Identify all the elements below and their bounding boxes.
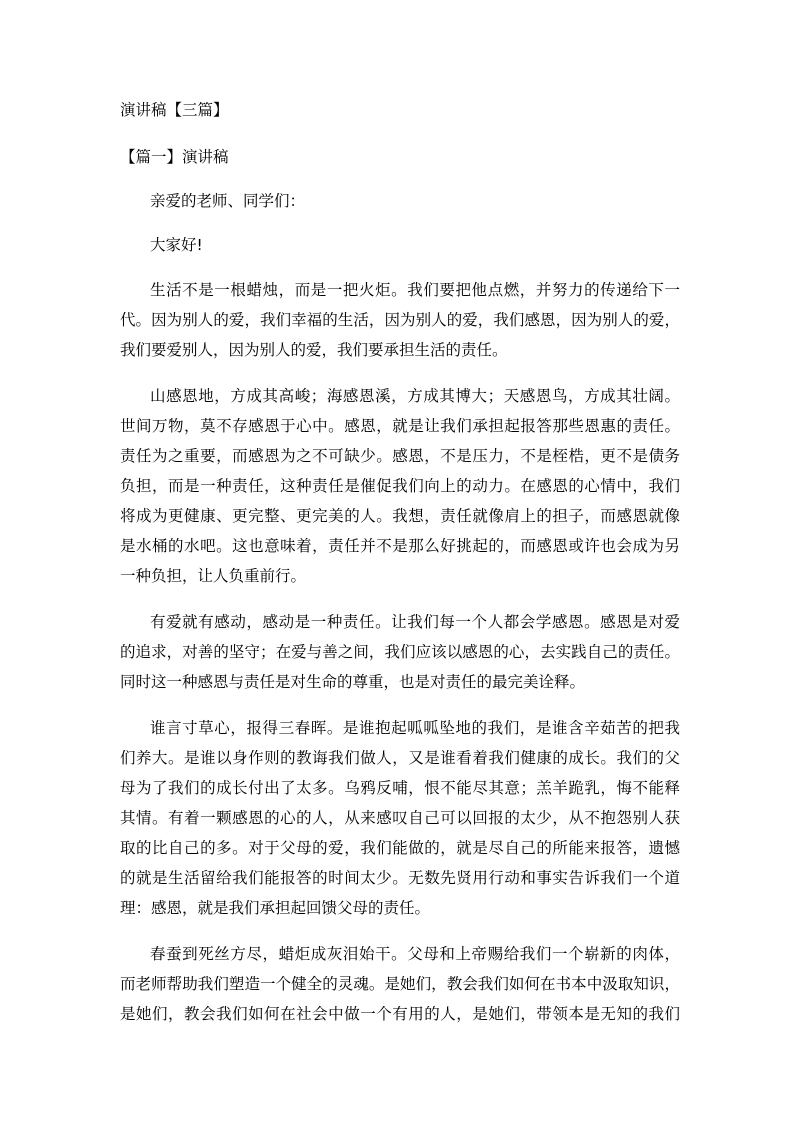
paragraph-line: 们养大。是谁以身作则的教诲我们做人，又是谁看着我们健康的成长。我们的父 xyxy=(120,749,680,767)
paragraph-line: 是她们，教会我们如何在社会中做一个有用的人，是她们，带领本是无知的我们 xyxy=(120,1005,680,1023)
document-title: 演讲稿【三篇】 xyxy=(120,101,229,119)
paragraph-1 xyxy=(120,275,680,365)
paragraph-line: 是水桶的水吧。这也意味着，责任并不是那么好挑起的，而感恩或许也会成为另 xyxy=(120,537,680,555)
paragraph-line: 谁言寸草心，报得三春晖。是谁抱起呱呱坠地的我们，是谁含辛茹苦的把我 xyxy=(150,719,680,737)
paragraph-2 xyxy=(120,381,680,591)
greeting: 大家好! xyxy=(150,236,203,254)
paragraph-4 xyxy=(120,713,680,923)
paragraph-line: 生活不是一根蜡烛，而是一把火炬。我们要把他点燃，并努力的传递给下一 xyxy=(150,281,680,299)
paragraph-line: 取的比自己的多。对于父母的爱，我们能做的，就是尽自己的所能来报答，遗憾 xyxy=(120,839,680,857)
paragraph-line: 同时这一种感恩与责任是对生命的尊重，也是对责任的最完美诠释。 xyxy=(120,673,586,691)
paragraph-line: 我们要爱别人，因为别人的爱，我们要承担生活的责任。 xyxy=(120,341,508,359)
paragraph-line: 责任为之重要，而感恩为之不可缺少。感恩，不是压力，不是桎梏，更不是债务 xyxy=(120,447,680,465)
paragraph-line: 而老师帮助我们塑造一个健全的灵魂。是她们，教会我们如何在书本中汲取知识， xyxy=(120,975,680,993)
paragraph-line: 母为了我们的成长付出了太多。乌鸦反哺，恨不能尽其意；羔羊跪乳，悔不能释 xyxy=(120,779,680,797)
paragraph-line: 其情。有着一颗感恩的心的人，从来感叹自己可以回报的太少，从不抱怨别人获 xyxy=(120,809,680,827)
paragraph-line: 负担，而是一种责任，这种责任是催促我们向上的动力。在感恩的心情中，我们 xyxy=(120,477,680,495)
paragraph-5 xyxy=(120,939,680,1029)
section-heading: 【篇一】演讲稿 xyxy=(120,148,229,166)
document-page xyxy=(120,96,680,1029)
paragraph-line: 理：感恩，就是我们承担起回馈父母的责任。 xyxy=(120,899,431,917)
paragraph-line: 的就是生活留给我们能报答的时间太少。无数先贤用行动和事实告诉我们一个道 xyxy=(120,869,680,887)
paragraph-line: 春蚕到死丝方尽，蜡炬成灰泪始干。父母和上帝赐给我们一个崭新的肉体， xyxy=(150,945,680,963)
paragraph-line: 山感恩地，方成其高峻；海感恩溪，方成其博大；天感恩鸟，方成其壮阔。 xyxy=(150,387,680,405)
paragraph-line: 有爱就有感动，感动是一种责任。让我们每一个人都会学感恩。感恩是对爱 xyxy=(150,613,680,631)
paragraph-line: 将成为更健康、更完整、更完美的人。我想，责任就像肩上的担子，而感恩就像 xyxy=(120,507,680,525)
paragraph-line: 的追求，对善的坚守；在爱与善之间，我们应该以感恩的心，去实践自己的责任。 xyxy=(120,643,680,661)
paragraph-line: 代。因为别人的爱，我们幸福的生活，因为别人的爱，我们感恩，因为别人的爱， xyxy=(120,311,680,329)
paragraph-3 xyxy=(120,607,680,697)
paragraph-line: 世间万物，莫不存感恩于心中。感恩，就是让我们承担起报答那些恩惠的责任。 xyxy=(120,417,680,435)
salutation: 亲爱的老师、同学们： xyxy=(150,192,306,210)
paragraph-line: 一种负担，让人负重前行。 xyxy=(120,567,307,585)
